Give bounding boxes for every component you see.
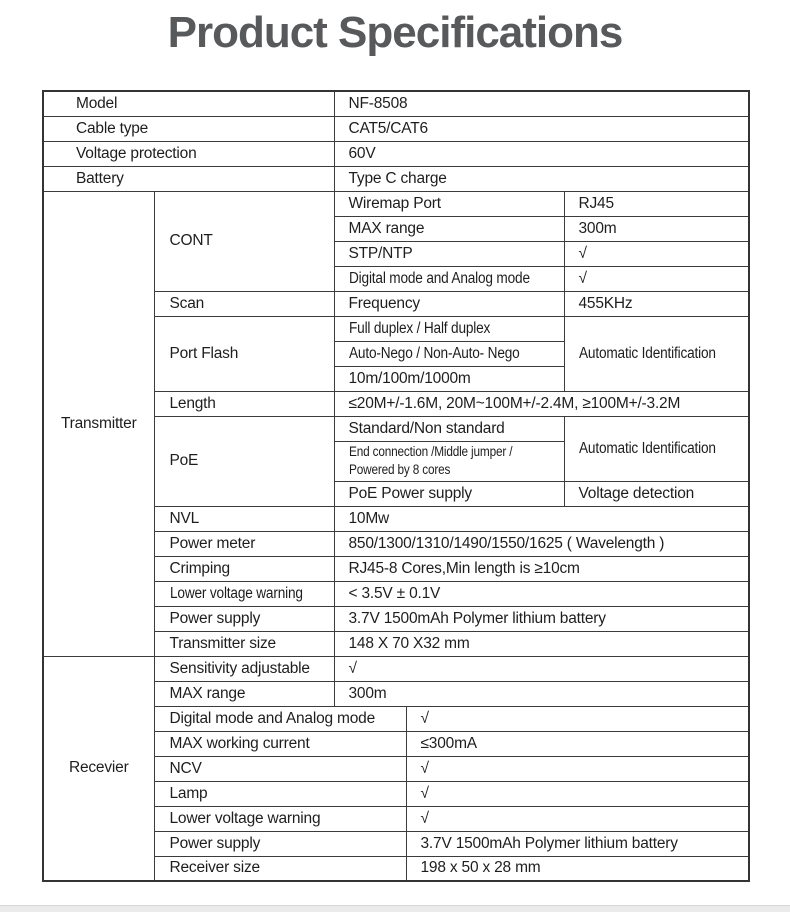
poe-connection-spec [334, 441, 564, 481]
poe-power-value: Voltage detection [564, 481, 749, 506]
max-range-label: MAX range [334, 216, 564, 241]
port-flash-value-text: Automatic Identification [578, 344, 716, 362]
cable-type-label: Cable type [43, 116, 334, 141]
rx-max-range-label: MAX range [154, 681, 334, 706]
model-value: NF-8508 [334, 91, 749, 116]
battery-label: Battery [43, 166, 334, 191]
tx-low-voltage-label-text: Lower voltage warning [169, 584, 303, 602]
sensitivity-value: √ [334, 656, 749, 681]
auto-nego-spec [334, 341, 564, 366]
frequency-value: 455KHz [564, 291, 749, 316]
wiremap-port-value: RJ45 [564, 191, 749, 216]
ncv-label: NCV [154, 756, 406, 781]
tx-low-voltage-value: < 3.5V ± 0.1V [334, 581, 749, 606]
lamp-label: Lamp [154, 781, 406, 806]
tx-size-label: Transmitter size [154, 631, 334, 656]
table-row-voltage-protection [43, 141, 749, 166]
rx-digital-analog-label: Digital mode and Analog mode [154, 706, 406, 731]
poe-auto-value-text: Automatic Identification [578, 439, 716, 457]
table-row-cable-type [43, 116, 749, 141]
poe-standard-spec: Standard/Non standard [334, 416, 564, 441]
rx-low-voltage-label: Lower voltage warning [154, 806, 406, 831]
speed-spec: 10m/100m/1000m [334, 366, 564, 391]
power-meter-value: 850/1300/1310/1490/1550/1625 ( Wavelength ) [334, 531, 749, 556]
page-title: Product Specifications [167, 8, 623, 57]
table-row-battery [43, 166, 749, 191]
tx-low-voltage-label [154, 581, 334, 606]
table-row-sensitivity [43, 656, 749, 681]
nvl-label: NVL [154, 506, 334, 531]
poe-auto-value [564, 416, 749, 481]
poe-label: PoE [154, 416, 334, 506]
rx-current-label: MAX working current [154, 731, 406, 756]
rx-digital-analog-value: √ [406, 706, 749, 731]
poe-power-spec: PoE Power supply [334, 481, 564, 506]
port-flash-value [564, 316, 749, 391]
table-row-cont-wiremap [43, 191, 749, 216]
battery-value: Type C charge [334, 166, 749, 191]
port-flash-label: Port Flash [154, 316, 334, 391]
table-row-model [43, 91, 749, 116]
rx-power-supply-label: Power supply [154, 831, 406, 856]
rx-low-voltage-value: √ [406, 806, 749, 831]
sensitivity-label: Sensitivity adjustable [154, 656, 334, 681]
wiremap-port-label: Wiremap Port [334, 191, 564, 216]
tx-power-supply-label: Power supply [154, 606, 334, 631]
frequency-label: Frequency [334, 291, 564, 316]
tx-power-supply-value: 3.7V 1500mAh Polymer lithium battery [334, 606, 749, 631]
rx-max-range-value: 300m [334, 681, 749, 706]
digital-analog-label-text: Digital mode and Analog mode [348, 269, 530, 287]
digital-analog-value: √ [564, 266, 749, 291]
poe-connection-spec-text: End connection /Middle jumper / Powered by 8 cores [348, 444, 512, 477]
transmitter-group-label: Transmitter [43, 191, 154, 656]
scan-label: Scan [154, 291, 334, 316]
stp-ntp-label: STP/NTP [334, 241, 564, 266]
duplex-spec-text: Full duplex / Half duplex [348, 319, 490, 337]
lamp-value: √ [406, 781, 749, 806]
voltage-protection-label: Voltage protection [43, 141, 334, 166]
rx-size-label: Receiver size [154, 856, 406, 881]
auto-nego-spec-text: Auto-Nego / Non-Auto- Nego [348, 344, 520, 362]
voltage-protection-value: 60V [334, 141, 749, 166]
length-label: Length [154, 391, 334, 416]
length-value: ≤20M+/-1.6M, 20M~100M+/-2.4M, ≥100M+/-3.2M [334, 391, 749, 416]
bottom-bar [0, 905, 790, 912]
cont-label: CONT [154, 191, 334, 291]
stp-ntp-value: √ [564, 241, 749, 266]
tx-size-value: 148 X 70 X32 mm [334, 631, 749, 656]
max-range-value: 300m [564, 216, 749, 241]
rx-current-value: ≤300mA [406, 731, 749, 756]
nvl-value: 10Mw [334, 506, 749, 531]
rx-power-supply-value: 3.7V 1500mAh Polymer lithium battery [406, 831, 749, 856]
power-meter-label: Power meter [154, 531, 334, 556]
model-label: Model [43, 91, 334, 116]
rx-size-value: 198 x 50 x 28 mm [406, 856, 749, 881]
digital-analog-label [334, 266, 564, 291]
crimping-value: RJ45-8 Cores,Min length is ≥10cm [334, 556, 749, 581]
duplex-spec [334, 316, 564, 341]
cable-type-value: CAT5/CAT6 [334, 116, 749, 141]
ncv-value: √ [406, 756, 749, 781]
spec-table [42, 90, 750, 882]
receiver-group-label: Recevier [43, 656, 154, 881]
crimping-label: Crimping [154, 556, 334, 581]
